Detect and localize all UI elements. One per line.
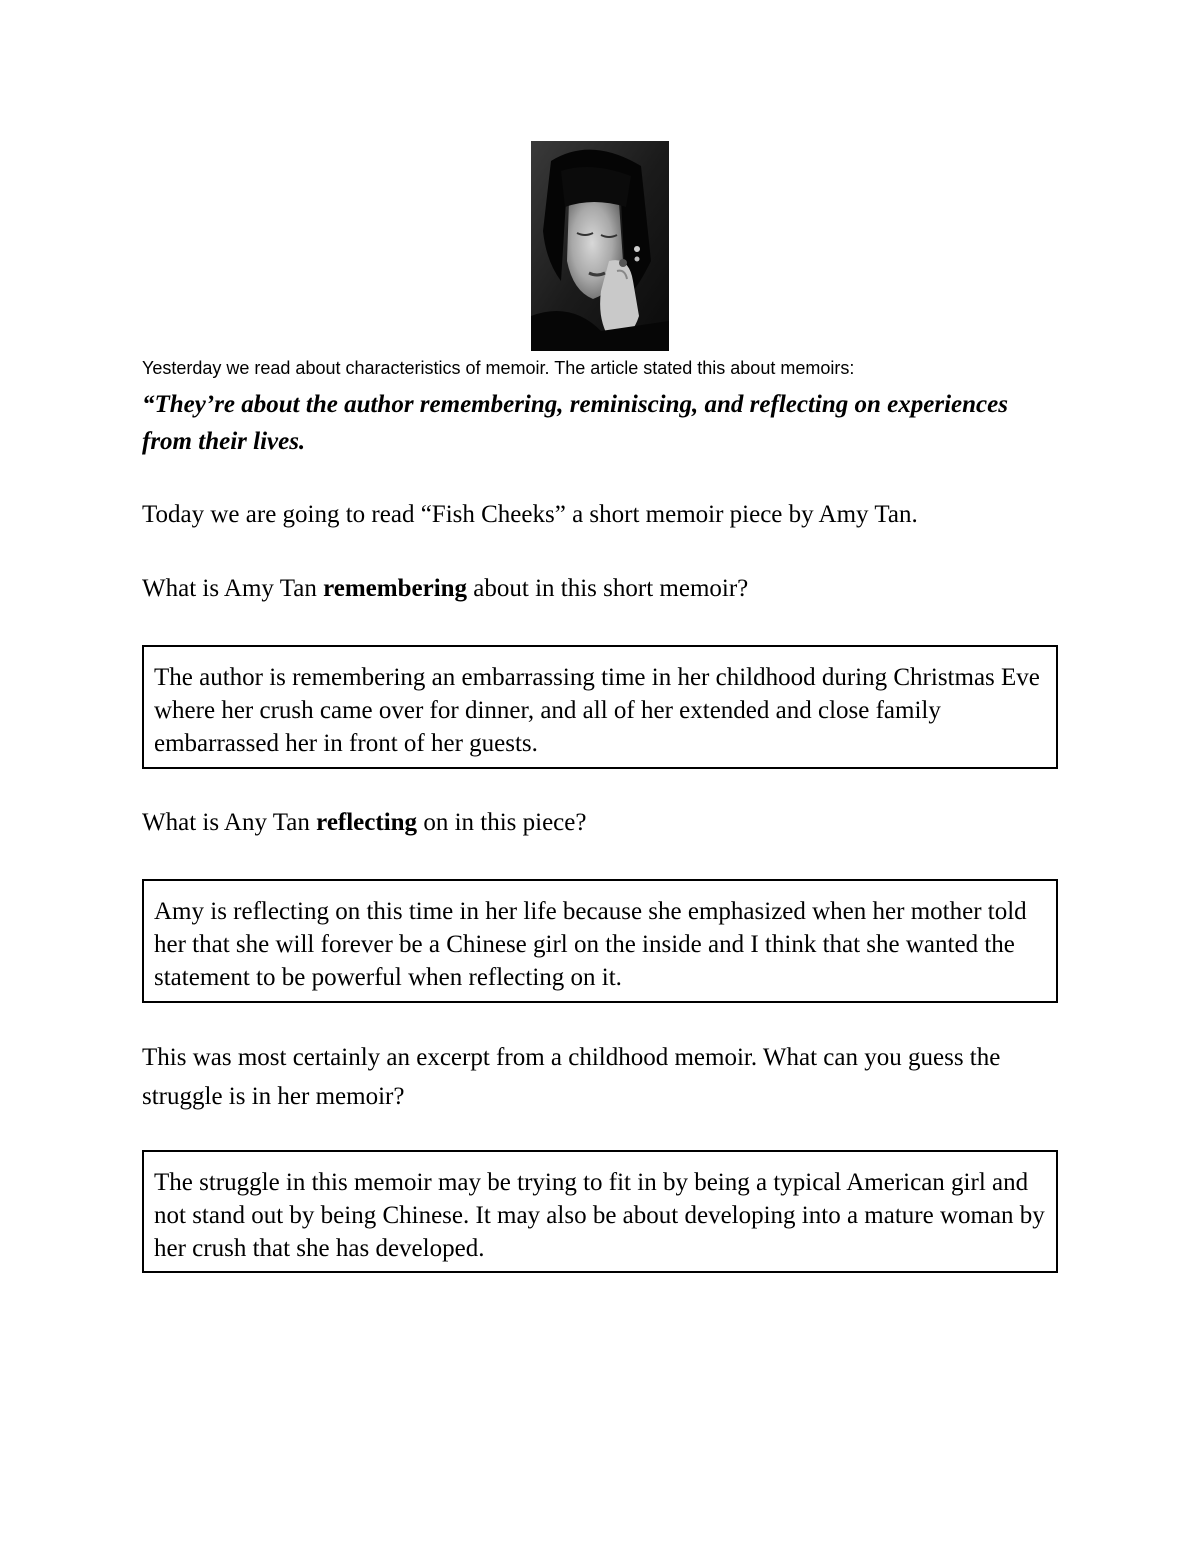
question-2-pre: What is Any Tan	[142, 809, 317, 836]
question-1-pre: What is Amy Tan	[142, 575, 324, 602]
today-paragraph: Today we are going to read “Fish Cheeks” a short memoir piece by Amy Tan.	[142, 501, 918, 528]
author-portrait-icon	[531, 141, 669, 351]
answer-box-1: The author is remembering an embarrassing time in her childhood during Christmas Eve where her crush came over for dinner, and all of her extended and close family embarrassed her in front of her guests.	[142, 645, 1058, 769]
question-2-keyword: reflecting	[316, 809, 418, 836]
answer-box-2: Amy is reflecting on this time in her life because she emphasized when her mother told her that she will forever be a Chinese girl on the inside and I think that she wanted the statement to be powerful when reflecting on it.	[142, 879, 1058, 1003]
answer-box-3: The struggle in this memoir may be trying to fit in by being a typical American girl and not stand out by being Chinese. It may also be about developing into a mature woman by her crush that she has developed.	[142, 1150, 1058, 1273]
question-2	[142, 805, 1062, 841]
question-2-post: on in this piece?	[417, 809, 587, 836]
intro-text: Yesterday we read about characteristics of memoir. The article stated this about memoirs:	[142, 358, 855, 378]
question-3: This was most certainly an excerpt from a childhood memoir. What can you guess the struggle is in her memoir?	[142, 1044, 1001, 1110]
question-1-post: about in this short memoir?	[467, 575, 749, 602]
question-1	[142, 571, 1062, 607]
author-portrait-photo	[531, 141, 669, 351]
memoir-quote: “They’re about the author remembering, reminiscing, and reflecting on experiences from their lives.	[142, 391, 1008, 455]
question-1-keyword: remembering	[323, 575, 468, 602]
